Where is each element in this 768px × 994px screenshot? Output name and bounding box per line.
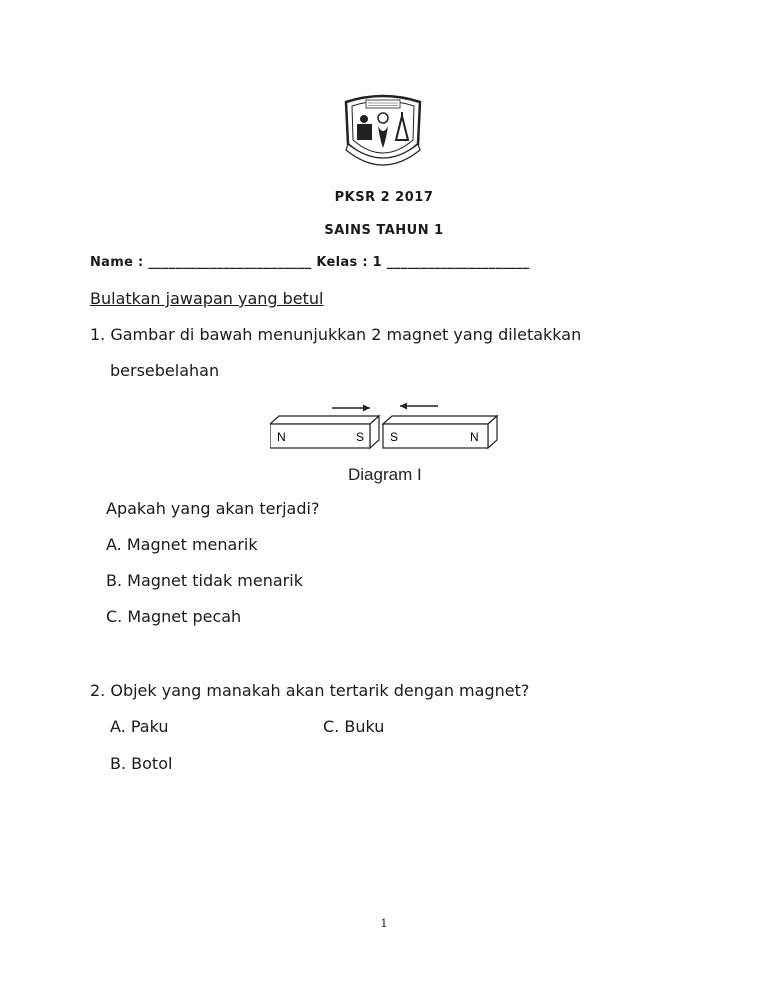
name-blank[interactable]: ________________________ xyxy=(148,255,312,270)
student-info-line xyxy=(90,255,530,270)
school-crest-logo xyxy=(338,92,428,172)
magnet-right-pole-a: S xyxy=(390,430,399,444)
q1-line2: bersebelahan xyxy=(110,361,220,380)
magnet-left-pole-a: N xyxy=(277,430,286,444)
instruction: Bulatkan jawapan yang betul xyxy=(90,289,324,308)
class-blank[interactable]: _____________________ xyxy=(386,255,530,270)
q2-line1: 2. Objek yang manakah akan tertarik dengan magnet? xyxy=(90,681,530,700)
q2-option-b[interactable]: B. Botol xyxy=(110,754,173,773)
q1-prompt: Apakah yang akan terjadi? xyxy=(106,499,320,518)
magnet-right-pole-b: N xyxy=(470,430,479,444)
q2-option-a[interactable]: A. Paku xyxy=(110,717,169,736)
q2-option-c[interactable]: C. Buku xyxy=(323,717,385,736)
class-label: Kelas : 1 xyxy=(311,255,387,270)
q1-option-c[interactable]: C. Magnet pecah xyxy=(106,607,242,626)
magnet-right xyxy=(383,416,497,448)
arrow-right-icon xyxy=(332,405,370,412)
name-label: Name : xyxy=(90,255,149,270)
page-number: 1 xyxy=(380,917,388,930)
magnet-diagram xyxy=(270,400,500,490)
exam-title: PKSR 2 2017 xyxy=(334,190,434,205)
q1-line1: 1. Gambar di bawah menunjukkan 2 magnet yang diletakkan xyxy=(90,325,582,344)
magnet-left-pole-b: S xyxy=(356,430,365,444)
arrow-left-icon xyxy=(400,403,438,410)
q1-option-a[interactable]: A. Magnet menarik xyxy=(106,535,258,554)
diagram-caption: Diagram I xyxy=(348,465,422,484)
q1-option-b[interactable]: B. Magnet tidak menarik xyxy=(106,571,303,590)
magnet-left xyxy=(270,416,379,448)
subject-title: SAINS TAHUN 1 xyxy=(324,223,444,238)
